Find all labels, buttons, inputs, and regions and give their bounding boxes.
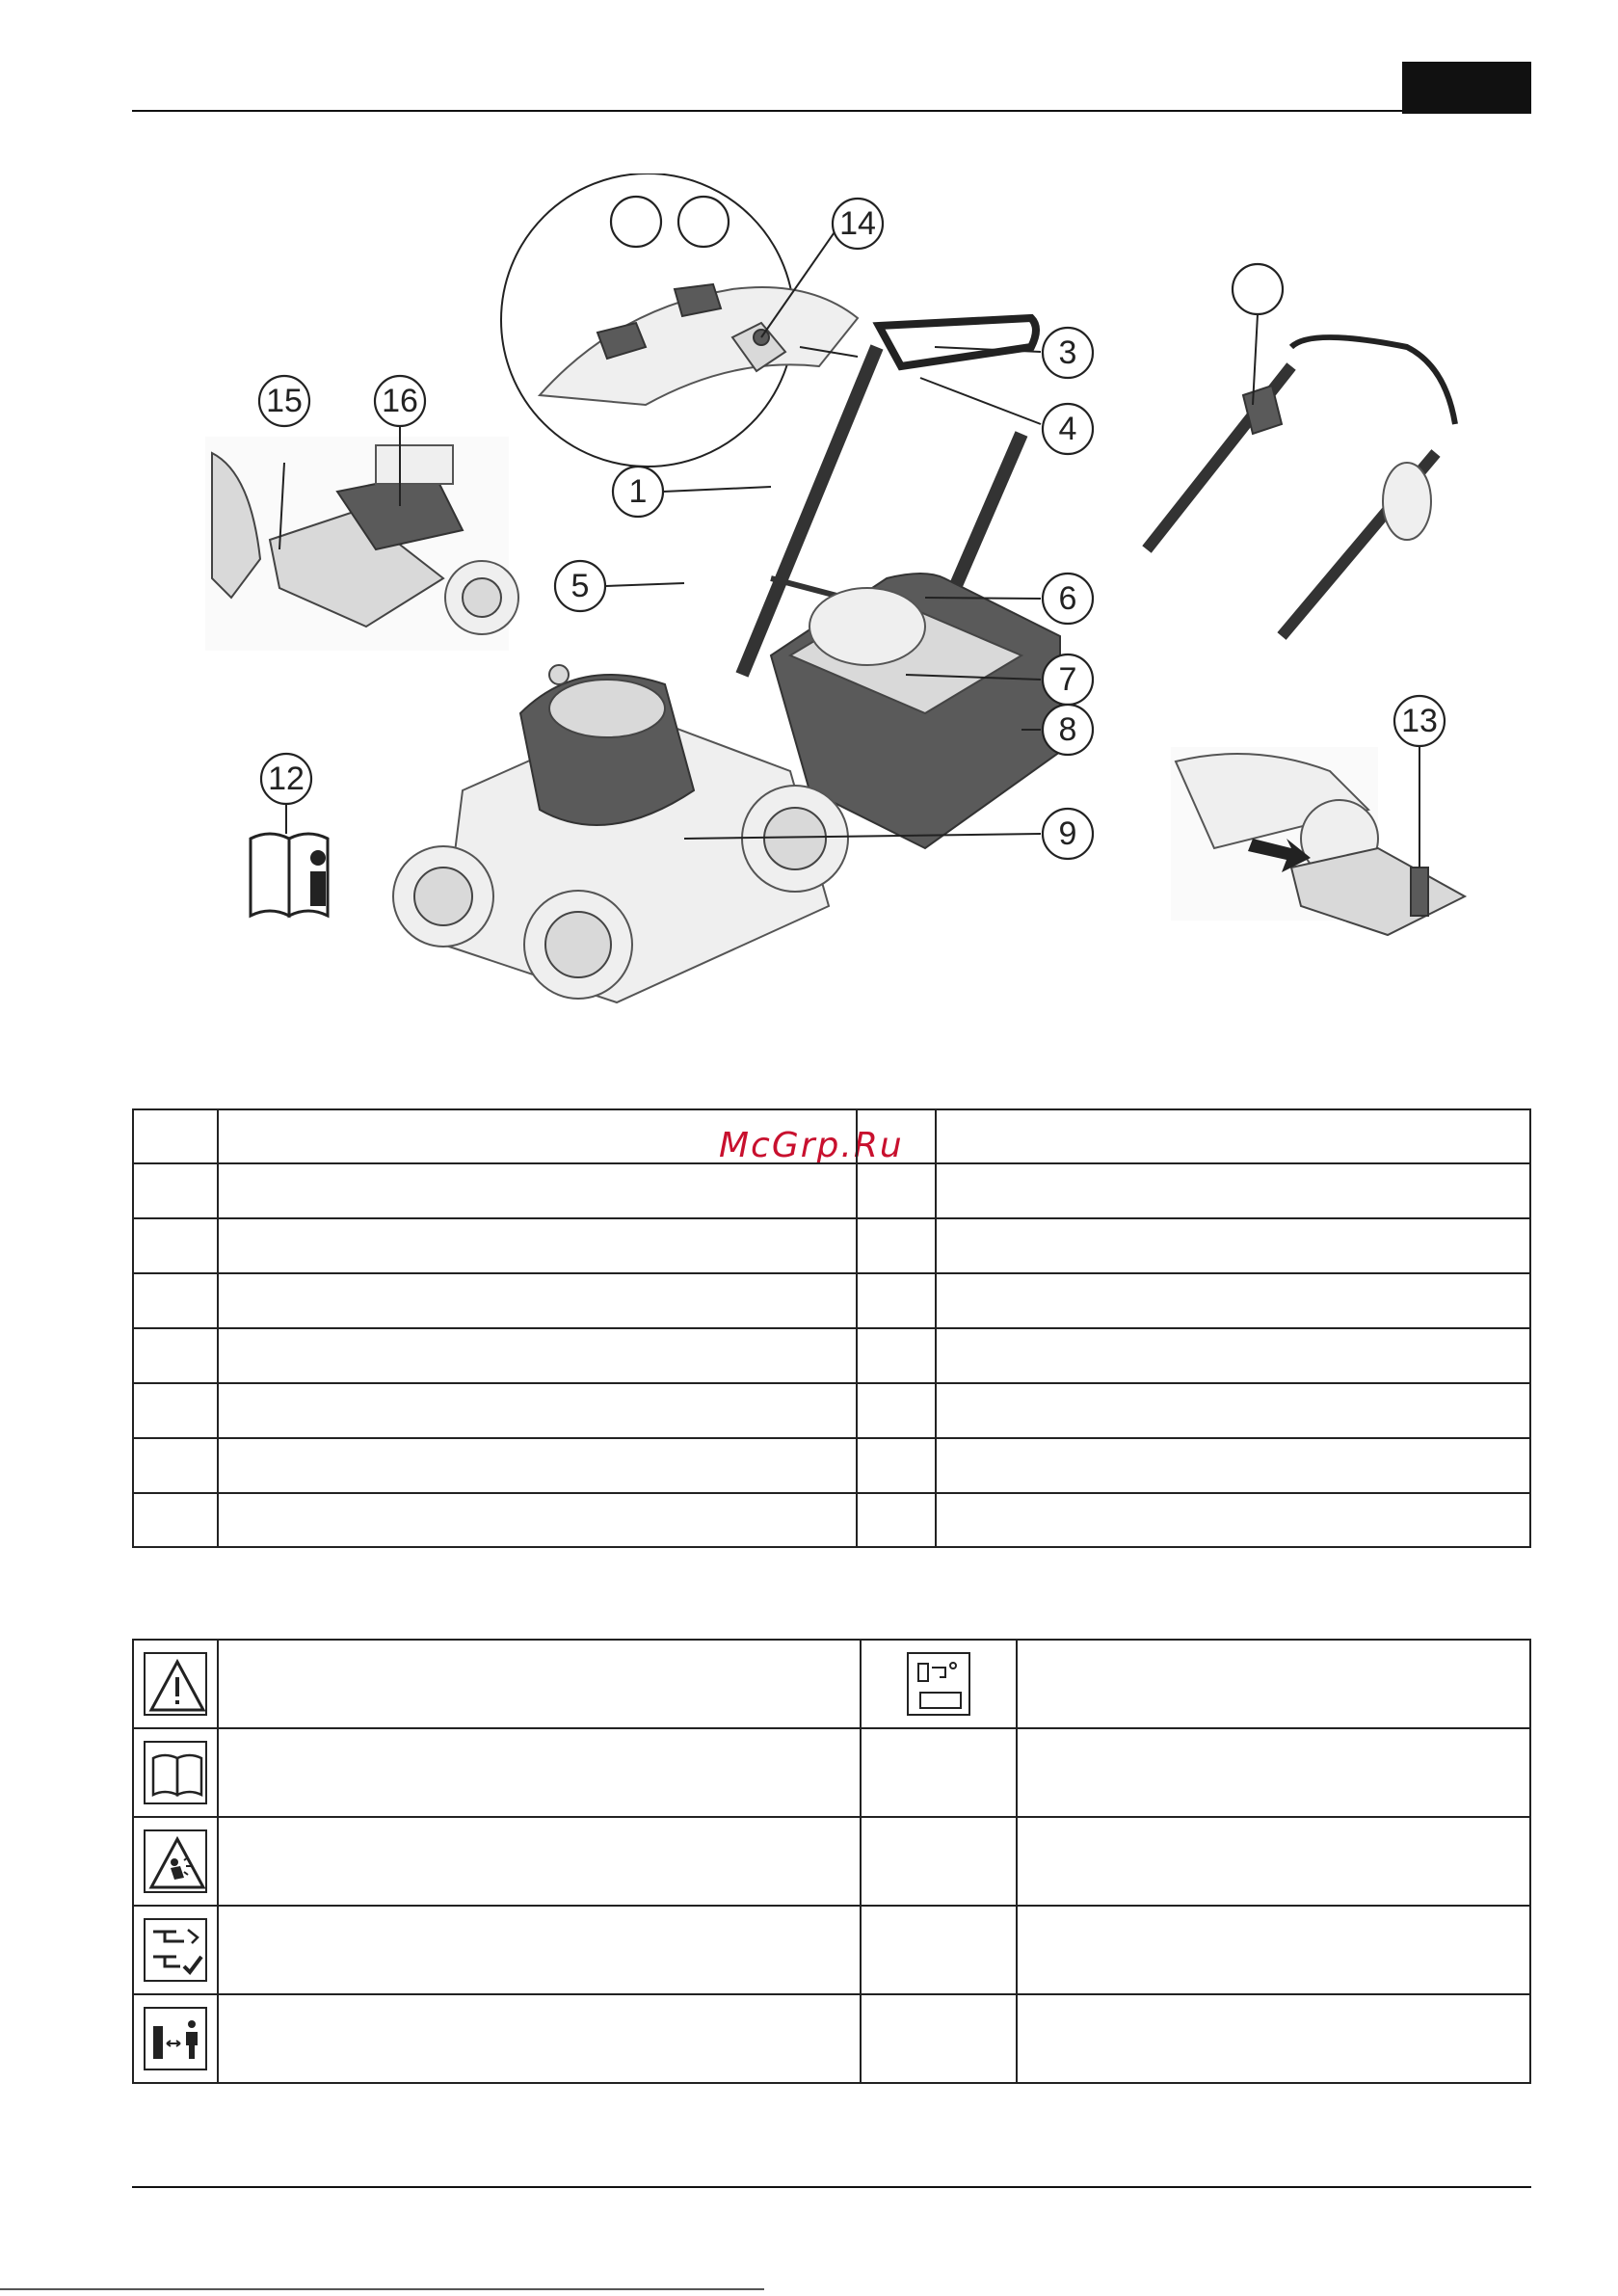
symbol-description: [218, 1640, 861, 1728]
parts-cell: [133, 1438, 218, 1493]
callout-14: 16: [382, 383, 418, 419]
manual-info-icon: [251, 834, 328, 916]
watermark: McGrp.Ru: [719, 1126, 904, 1165]
header-rule: [132, 110, 1531, 112]
parts-cell: [936, 1109, 1530, 1163]
page-marker-box: [1402, 62, 1531, 114]
callout-blank-1: [611, 197, 661, 247]
parts-cell: [857, 1328, 936, 1383]
callout-6: 6: [1058, 580, 1077, 617]
parts-cell: [936, 1163, 1530, 1218]
symbol-description: [218, 1728, 861, 1817]
callout-3: 3: [1058, 334, 1077, 371]
spark-plug-disconnect-icon: [907, 1652, 970, 1716]
symbol-description: [1017, 1640, 1530, 1728]
callout-4: 4: [1058, 411, 1077, 447]
symbol-cell: [133, 1906, 218, 1994]
parts-cell: [133, 1493, 218, 1547]
parts-cell: [936, 1328, 1530, 1383]
symbol-cell: [133, 1817, 218, 1906]
symbol-cell: [861, 1906, 1017, 1994]
catcher-detail-inset: [205, 437, 518, 651]
parts-cell: [133, 1109, 218, 1163]
callout-1: 1: [628, 473, 648, 510]
symbol-cell: [133, 1994, 218, 2083]
symbol-description: [218, 1994, 861, 2083]
footer-rule: [132, 2186, 1531, 2188]
projectile-warning-icon: [144, 1829, 207, 1893]
parts-cell: [218, 1328, 857, 1383]
parts-cell: [936, 1218, 1530, 1273]
symbol-cell: [133, 1640, 218, 1728]
parts-cell: [218, 1218, 857, 1273]
symbol-cell: [861, 1817, 1017, 1906]
bottom-edge-line: [0, 2288, 764, 2290]
parts-cell: [936, 1273, 1530, 1328]
symbol-description: [1017, 1906, 1530, 1994]
symbol-description: [1017, 1728, 1530, 1817]
parts-cell: [936, 1383, 1530, 1438]
symbols-table: [132, 1639, 1531, 2084]
warning-triangle-icon: [144, 1652, 207, 1716]
symbol-description: [1017, 1994, 1530, 2083]
keep-distance-icon: [144, 2007, 207, 2070]
symbol-description: [218, 1906, 861, 1994]
symbol-cell: [861, 1994, 1017, 2083]
callout-13: 15: [266, 383, 303, 419]
callout-5: 5: [570, 568, 590, 604]
parts-cell: [133, 1273, 218, 1328]
callout-7: 7: [1058, 661, 1077, 698]
parts-cell: [857, 1109, 936, 1163]
parts-cell: [857, 1273, 936, 1328]
mulch-insert-detail: [1171, 747, 1465, 935]
callout-8: 8: [1058, 711, 1077, 748]
parts-cell: [857, 1163, 936, 1218]
symbol-cell: [133, 1728, 218, 1817]
callout-16: 14: [839, 205, 876, 242]
parts-cell: [133, 1383, 218, 1438]
parts-cell: [218, 1493, 857, 1547]
parts-cell: [857, 1218, 936, 1273]
parts-cell: [936, 1493, 1530, 1547]
callout-blank-3: [1233, 264, 1283, 314]
parts-cell: [133, 1328, 218, 1383]
parts-cell: [218, 1109, 857, 1163]
symbol-description: [1017, 1817, 1530, 1906]
callout-9: 9: [1058, 815, 1077, 852]
symbol-cell: [861, 1728, 1017, 1817]
parts-cell: [218, 1163, 857, 1218]
manual-book-icon: [144, 1741, 207, 1804]
blade-maintenance-icon: [144, 1918, 207, 1982]
handle-folded-detail: [1147, 337, 1455, 636]
parts-cell: [218, 1273, 857, 1328]
handle-detail-inset: [501, 174, 858, 467]
symbol-cell: [861, 1640, 1017, 1728]
parts-cell: [936, 1438, 1530, 1493]
lawnmower-illustration: [193, 174, 1542, 1012]
parts-cell: [857, 1383, 936, 1438]
callout-15: 13: [1401, 703, 1438, 739]
parts-table: [132, 1108, 1531, 1548]
parts-cell: [218, 1383, 857, 1438]
parts-cell: [857, 1438, 936, 1493]
parts-cell: [133, 1163, 218, 1218]
callout-blank-2: [678, 197, 729, 247]
parts-cell: [857, 1493, 936, 1547]
parts-cell: [218, 1438, 857, 1493]
parts-cell: [133, 1218, 218, 1273]
callout-12: 12: [268, 761, 305, 797]
symbol-description: [218, 1817, 861, 1906]
